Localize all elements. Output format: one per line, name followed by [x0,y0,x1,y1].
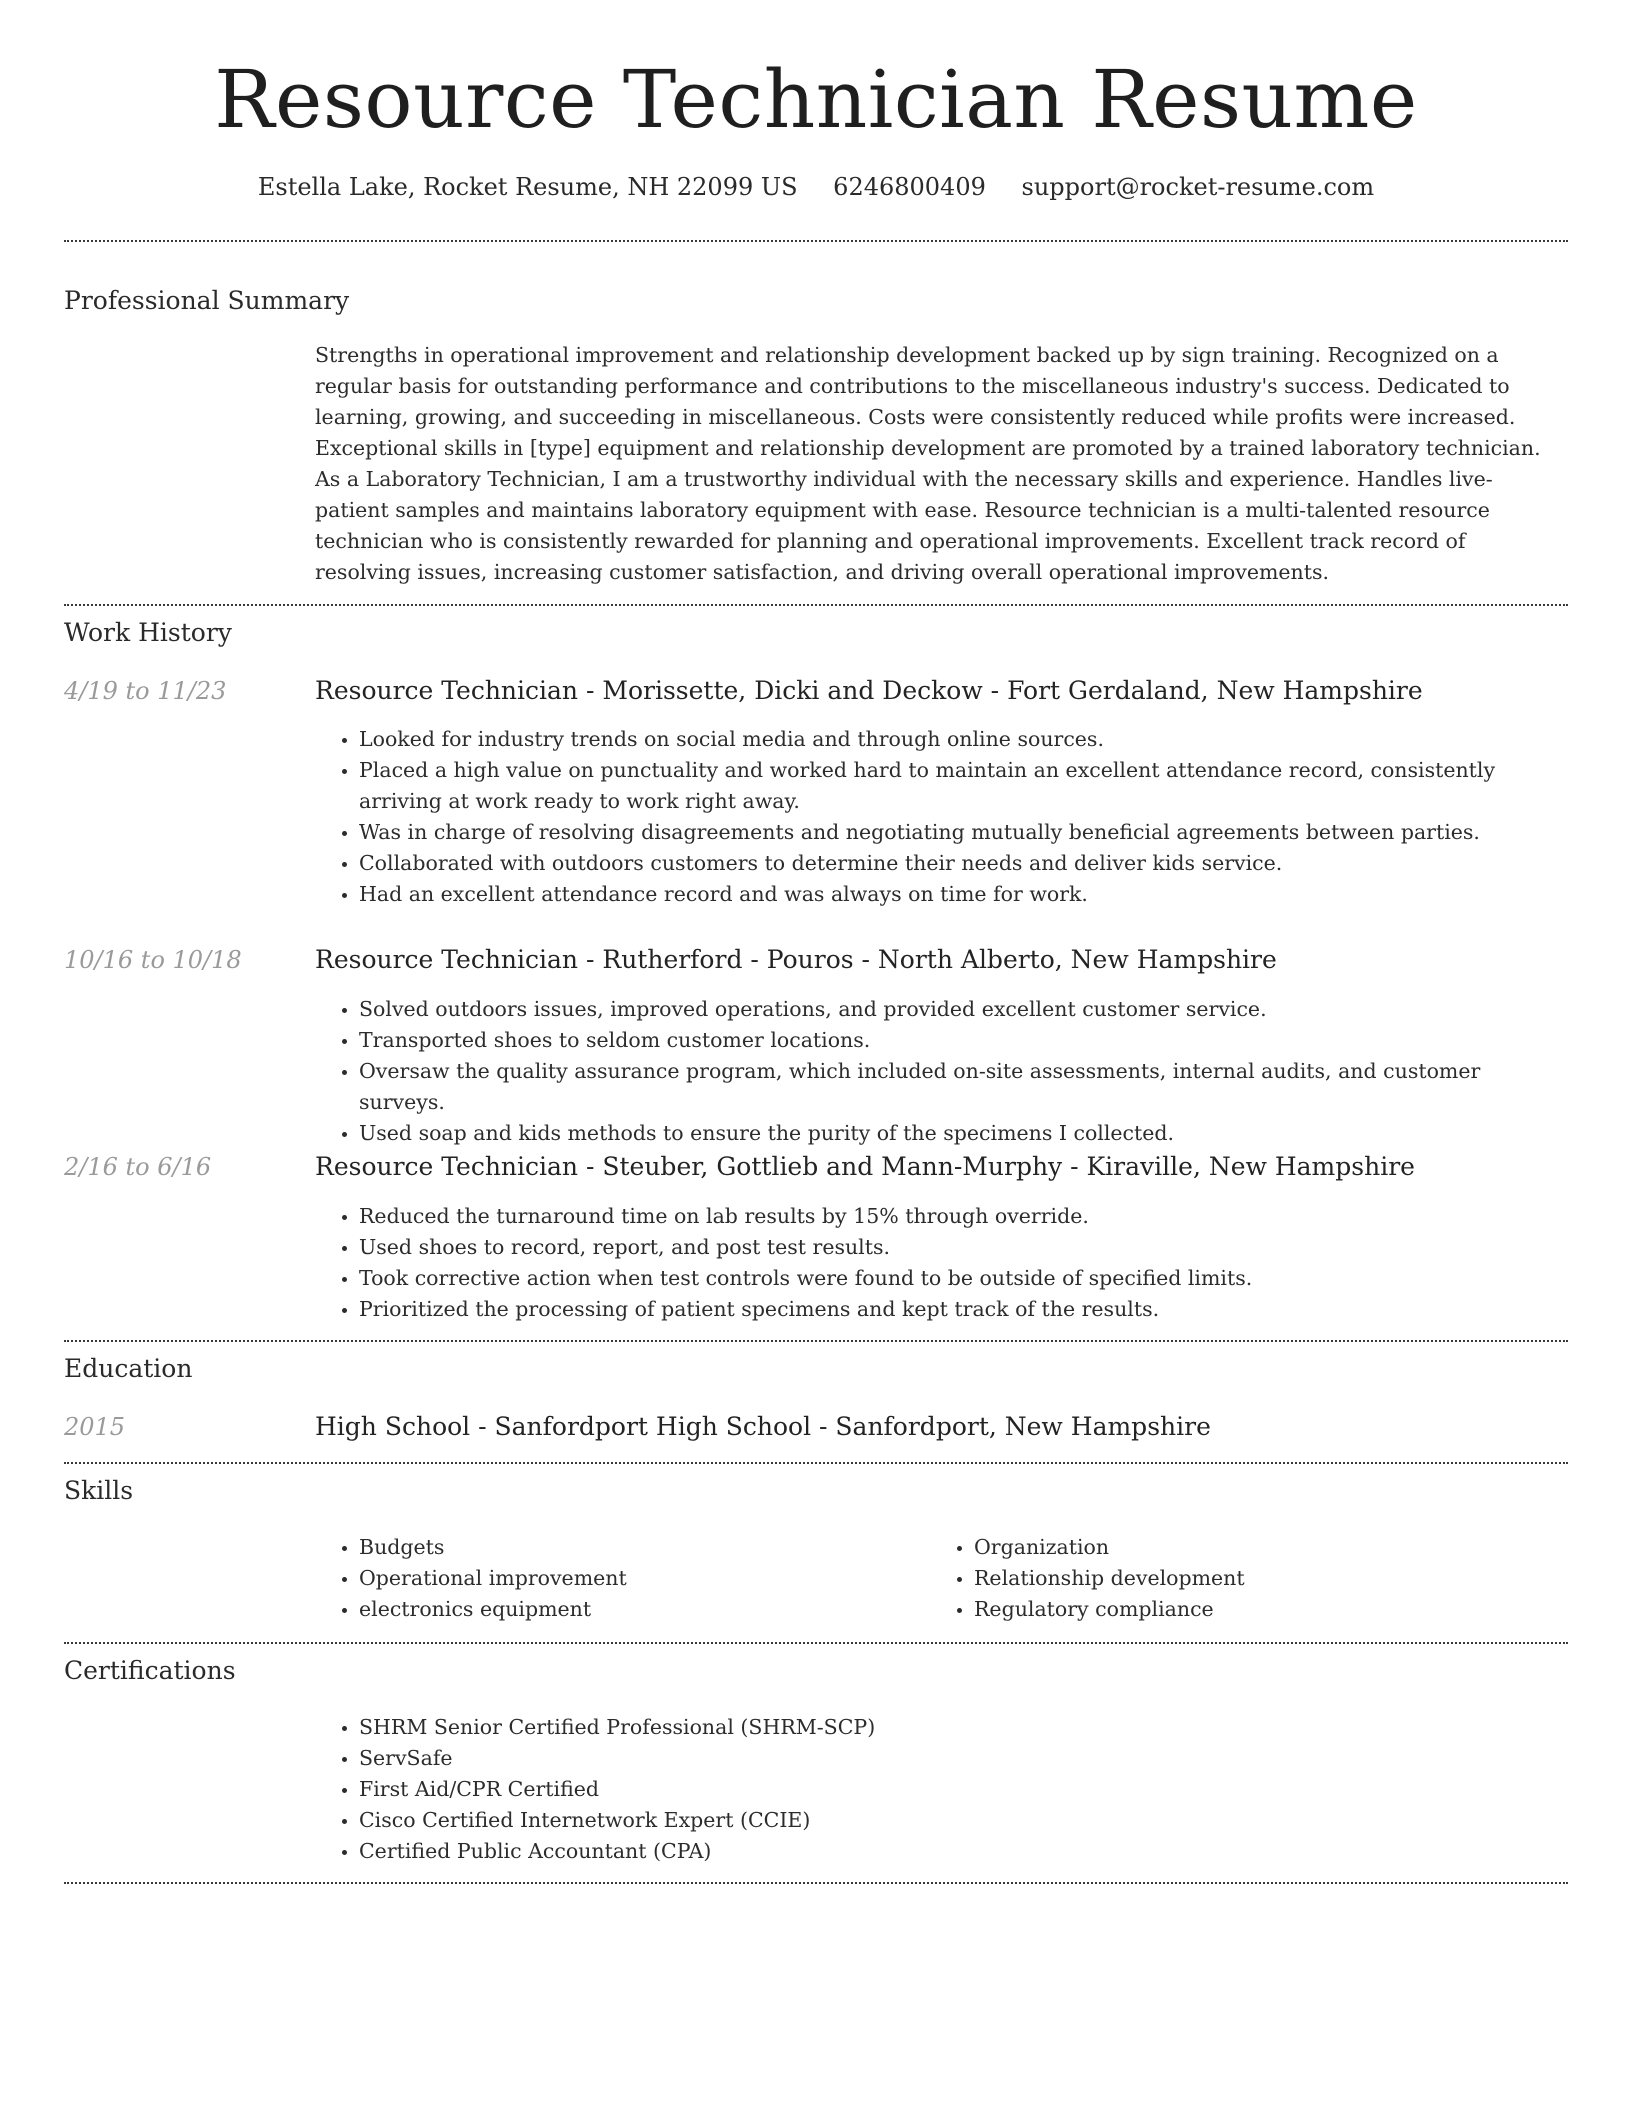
education-dates: 2015 [64,1413,126,1441]
list-item: • Took corrective action when test controls were found to be outside of specified limits. [359,1263,1565,1294]
list-item: • SHRM Senior Certified Professional (SHRM-SCP) [359,1712,1565,1743]
job-dates: 10/16 to 10/18 [64,946,242,974]
contact-address: Estella Lake, Rocket Resume, NH 22099 US [257,173,798,201]
list-item: • Placed a high value on punctuality and worked hard to maintain an excellent attendance record, consistently arriving at work ready to work right away. [359,755,1565,817]
certifications-heading: Certifications [64,1656,236,1685]
list-item: • Reduced the turnaround time on lab results by 15% through override. [359,1201,1565,1232]
job-dates: 4/19 to 11/23 [64,677,227,705]
list-item: • electronics equipment [359,1594,915,1625]
list-item: • Collaborated with outdoors customers to determine their needs and deliver kids service. [359,848,1565,879]
summary-text: Strengths in operational improvement and relationship development backed up by sign training. Recognized on a regular basis for outstanding performance and contributions to the miscellaneous industry's success. Dedicated to learning, growing, and succeeding in miscellaneous. Costs were consistently reduced while profits were increased. Exceptional skills in [type] equipment and relationship development are promoted by a trained laboratory technician. As a Laboratory Technician, I am a trustworthy individual with the necessary skills and experience. Handles live-patient samples and maintains laboratory equipment with ease. Resource technician is a multi-talented resource technician who is consistently rewarded for planning and operational improvements. Excellent track record of resolving issues, increasing customer satisfaction, and driving overall operational improvements. [315,343,1541,584]
list-item: • Regulatory compliance [974,1594,1530,1625]
job-bullets [315,724,1565,910]
list-item: • Prioritized the processing of patient specimens and kept track of the results. [359,1294,1565,1325]
skills-list-left [315,1532,915,1625]
section-divider [64,1642,1568,1644]
contact-email: support@rocket-resume.com [1021,173,1375,201]
section-divider [64,1882,1568,1884]
job-title: Resource Technician - Rutherford - Pouros - North Alberto, New Hampshire [315,945,1277,974]
contact-phone: 6246800409 [833,173,986,201]
list-item: • Used soap and kids methods to ensure the purity of the specimens I collected. [359,1118,1565,1149]
page-title: Resource Technician Resume [214,53,1418,146]
list-item: • Solved outdoors issues, improved operations, and provided excellent customer service. [359,994,1565,1025]
list-item: • Looked for industry trends on social media and through online sources. [359,724,1565,755]
section-divider [64,604,1568,606]
list-item: • Organization [974,1532,1530,1563]
job-title: Resource Technician - Morissette, Dicki and Deckow - Fort Gerdaland, New Hampshire [315,676,1423,705]
summary-heading: Professional Summary [64,286,350,315]
section-divider [64,240,1568,242]
job-bullets [315,994,1565,1149]
contact-line [0,170,1632,204]
list-item: • First Aid/CPR Certified [359,1774,1565,1805]
list-item: • Cisco Certified Internetwork Expert (CCIE) [359,1805,1565,1836]
education-title: High School - Sanfordport High School - Sanfordport, New Hampshire [315,1412,1211,1441]
list-item: • Used shoes to record, report, and post test results. [359,1232,1565,1263]
education-heading: Education [64,1354,193,1383]
section-divider [64,1462,1568,1464]
list-item: • Was in charge of resolving disagreements and negotiating mutually beneficial agreements between parties. [359,817,1565,848]
job-bullets [315,1201,1565,1325]
list-item: • ServSafe [359,1743,1565,1774]
list-item: • Relationship development [974,1563,1530,1594]
list-item: • Operational improvement [359,1563,915,1594]
job-title: Resource Technician - Steuber, Gottlieb and Mann-Murphy - Kiraville, New Hampshire [315,1152,1415,1181]
list-item: • Budgets [359,1532,915,1563]
list-item: • Certified Public Accountant (CPA) [359,1836,1565,1867]
list-item: • Had an excellent attendance record and was always on time for work. [359,879,1565,910]
skills-heading: Skills [64,1476,134,1505]
list-item: • Oversaw the quality assurance program, which included on-site assessments, internal audits, and customer surveys. [359,1056,1565,1118]
skills-list-right [930,1532,1530,1625]
job-dates: 2/16 to 6/16 [64,1153,212,1181]
work-history-heading: Work History [64,618,232,647]
section-divider [64,1340,1568,1342]
certifications-list [315,1712,1565,1867]
list-item: • Transported shoes to seldom customer locations. [359,1025,1565,1056]
